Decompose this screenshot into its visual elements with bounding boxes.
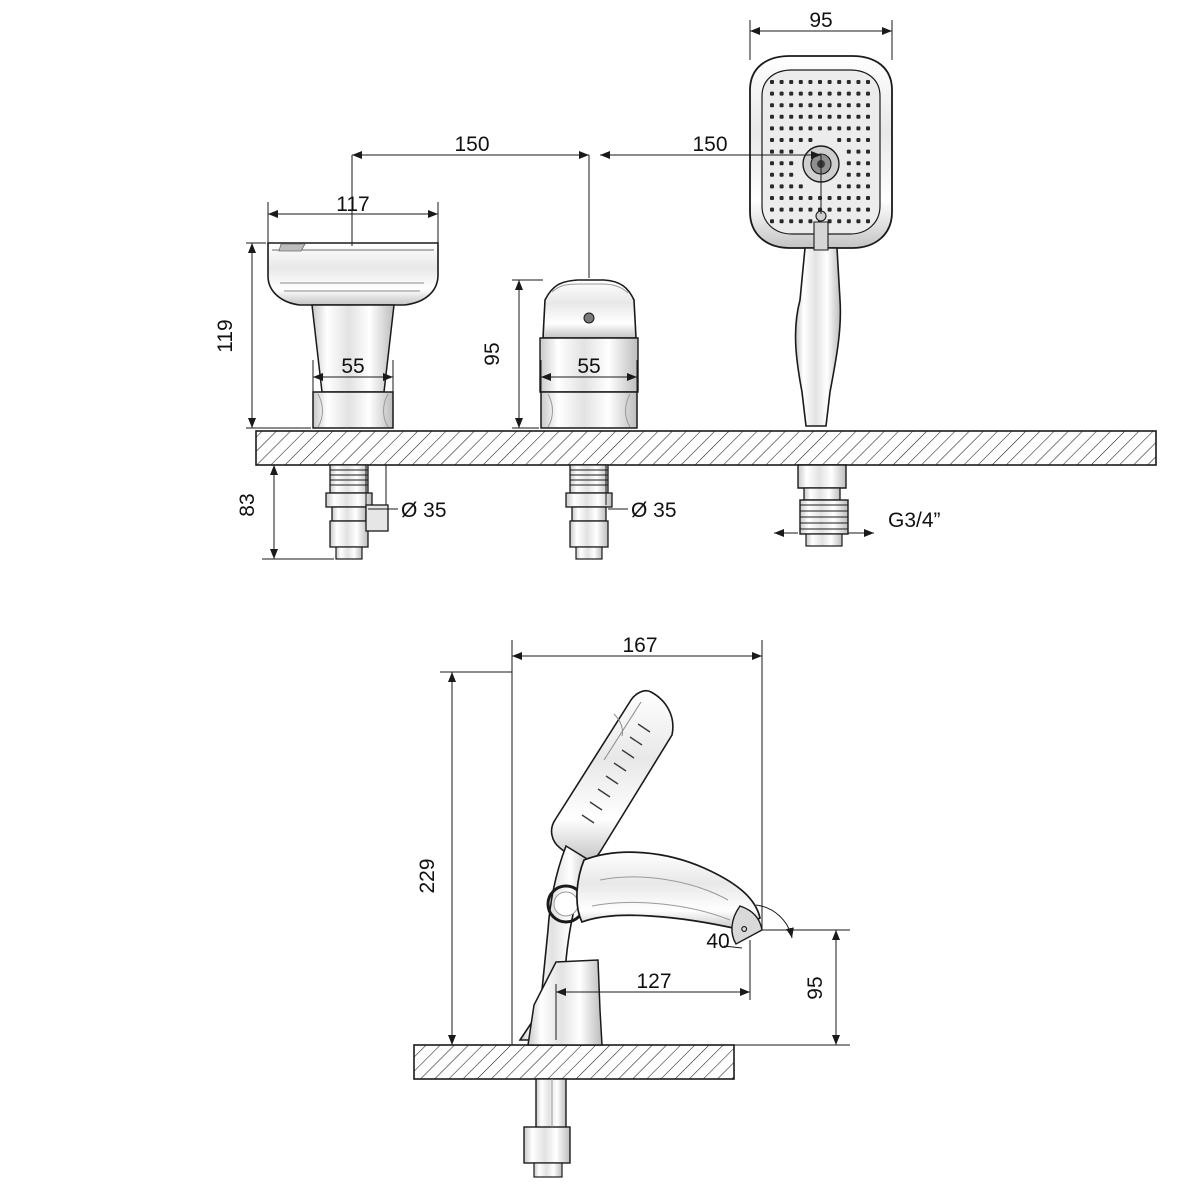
dim-spout-outlet-height: 95 [804,976,827,1000]
shower-head-elevation [750,56,892,546]
dim-spout-angle: 40 [706,930,730,953]
dim-spacing-right: 150 [692,133,728,156]
dim-spout-angle-unit: ° [740,923,749,946]
dim-shower-head-width: 95 [809,9,833,32]
deck-slab-side-view [414,1045,734,1079]
dim-handle-base-width: 55 [577,355,601,378]
dim-under-deck-depth: 83 [236,493,259,517]
dim-handle-height: 95 [481,342,504,366]
dim-spout-width: 117 [336,193,370,216]
dim-spout-projection: 127 [636,970,672,993]
dim-spacing-left: 150 [454,133,490,156]
dim-spout-height: 119 [214,319,237,353]
dim-hole-diameter-handle: Ø 35 [631,499,677,522]
dim-spout-base-width: 55 [341,355,365,378]
dim-thread-size: G3/4” [888,509,941,532]
deck-slab-top-view [256,431,1156,465]
handle-elevation [540,280,638,559]
dim-overall-width: 167 [622,634,658,657]
dim-overall-height: 229 [416,858,439,894]
dim-hole-diameter-spout: Ø 35 [401,499,447,522]
